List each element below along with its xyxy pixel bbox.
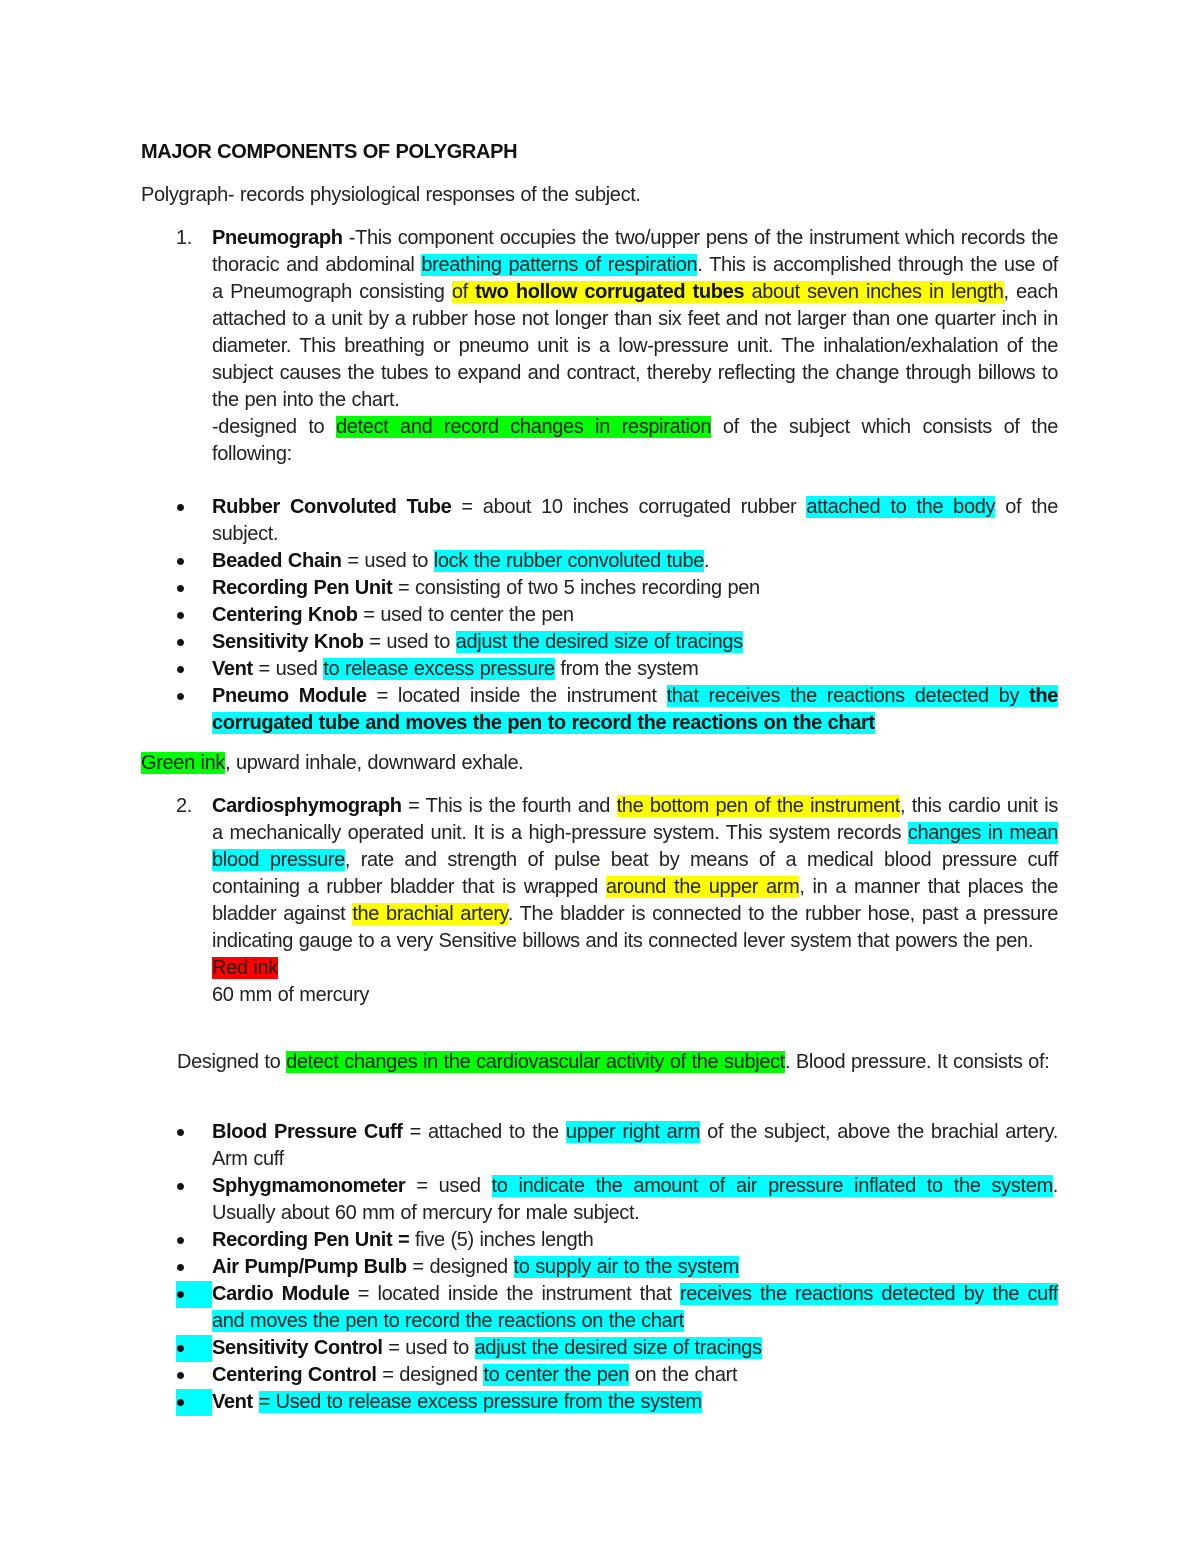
highlighted-text: two hollow corrugated tubes: [475, 281, 745, 303]
bullet-item: [176, 1281, 1058, 1335]
bold-term: Sphygmamonometer: [212, 1175, 406, 1197]
text-segment: = about 10 inches corrugated rubber: [451, 496, 807, 518]
bullet-icon: [176, 656, 212, 683]
cardio-description: [212, 793, 1058, 955]
text-segment: . The bladder is connected to the rubber hose, past a pressure indicating gauge to a very Sensitive billows and its connected lever system that powers the pen.: [212, 903, 1059, 952]
highlighted-text: = Used to release excess pressure from the system: [258, 1391, 702, 1413]
text-segment: = located inside the instrument: [366, 685, 667, 707]
bold-term: Vent: [212, 1391, 253, 1413]
document-title: MAJOR COMPONENTS OF POLYGRAPH: [141, 141, 518, 163]
bullet-icon: [176, 629, 212, 656]
list-number: 2.: [176, 795, 192, 817]
text-segment: = attached to the: [402, 1121, 566, 1143]
text-segment: five (5) inches length: [409, 1229, 594, 1251]
cardio-designed: [177, 1049, 1058, 1076]
bullet-icon: [176, 494, 212, 521]
list-item-cardiosphymograph: [176, 793, 1059, 1009]
green-ink-note: [141, 750, 523, 777]
text-segment: = consisting of two 5 inches recording pen: [392, 577, 760, 599]
bullet-item: [176, 548, 1058, 575]
bullet-item: [176, 575, 1058, 602]
highlighted-text: upper right arm: [565, 1121, 701, 1143]
highlighted-text: breathing patterns of respiration: [421, 254, 698, 276]
bold-term: Cardiosphymograph: [212, 795, 402, 817]
list-number: 1.: [176, 227, 192, 249]
bold-term: Sensitivity Control: [212, 1337, 383, 1359]
highlighted-text: Green ink: [141, 752, 226, 774]
bullet-item: [176, 494, 1058, 548]
bold-term: Pneumo Module: [212, 685, 367, 707]
bullet-item: [176, 1119, 1058, 1173]
bold-term: Pneumograph: [212, 227, 343, 249]
bullet-icon: [176, 1119, 212, 1146]
text-segment: = used: [405, 1175, 492, 1197]
text-segment: of the subject, above the brachial artery. Arm cuff: [212, 1121, 1059, 1170]
text-segment: = used to: [382, 1337, 475, 1359]
highlighted-text: the brachial artery: [352, 903, 508, 925]
bullet-icon: [176, 1389, 212, 1416]
highlighted-text: the corrugated tube and moves the pen to record the reactions on the chart: [212, 685, 1059, 734]
bullet-item: [176, 629, 1058, 656]
text-segment: , in a manner that places the bladder against: [212, 876, 1058, 925]
bullet-icon: [176, 1254, 212, 1281]
text-segment: . Usually about 60 mm of mercury for male subject.: [212, 1175, 1058, 1224]
highlighted-text: to indicate the amount of air pressure inflated to the system: [491, 1175, 1053, 1197]
highlighted-text: to supply air to the system: [513, 1256, 739, 1278]
bullet-icon: [176, 548, 212, 575]
highlighted-text: attached to the body: [806, 496, 996, 518]
bullet-icon: [176, 1335, 212, 1362]
cardio-parts-list: [176, 1119, 1058, 1416]
list-item-pneumograph: [176, 225, 1058, 468]
text-segment: = used to: [341, 550, 434, 572]
bold-term: Recording Pen Unit =: [212, 1229, 410, 1251]
bullet-item: [176, 1362, 1058, 1389]
text-segment: -This component occupies the two/upper pens of the instrument which records the thoracic and abdominal: [212, 227, 1058, 276]
highlighted-text: that receives the reactions detected by: [666, 685, 1030, 707]
bullet-item: [176, 1173, 1058, 1227]
highlighted-text: adjust the desired size of tracings: [474, 1337, 762, 1359]
bold-term: Beaded Chain: [212, 550, 342, 572]
bullet-icon: [176, 1173, 212, 1200]
text-segment: Designed to: [177, 1051, 287, 1073]
highlighted-text: about seven inches in length: [744, 281, 1004, 303]
text-segment: . Blood pressure. It consists of:: [784, 1051, 1050, 1073]
highlighted-text: around the upper arm: [605, 876, 800, 898]
highlighted-text: to center the pen: [483, 1364, 630, 1386]
pneumograph-designed: [212, 414, 1058, 468]
highlighted-text: to release excess pressure: [323, 658, 555, 680]
text-segment: = used to center the pen: [357, 604, 574, 626]
text-segment: [253, 1391, 259, 1413]
text-segment: of the subject which consists of the following:: [212, 416, 1058, 465]
text-segment: = designed: [376, 1364, 484, 1386]
bullet-icon: [176, 1281, 212, 1308]
text-segment: = located inside the instrument that: [349, 1283, 680, 1305]
pneumograph-description: [212, 225, 1058, 414]
highlighted-text: adjust the desired size of tracings: [455, 631, 743, 653]
highlighted-text: detect changes in the cardiovascular activity of the subject: [286, 1051, 785, 1073]
bold-term: Rubber Convoluted Tube: [212, 496, 452, 518]
bullet-item: [176, 602, 1058, 629]
text-segment: from the system: [554, 658, 699, 680]
pneumograph-parts-list: [176, 494, 1058, 737]
bullet-icon: [176, 575, 212, 602]
text-segment: = This is the fourth and: [401, 795, 617, 817]
text-segment: -designed to: [212, 416, 336, 438]
bold-term: Centering Knob: [212, 604, 358, 626]
red-ink-note: [212, 955, 1058, 982]
text-segment: . This is accomplished through the use of a Pneumograph consisting: [212, 254, 1058, 303]
text-segment: , each attached to a unit by a rubber hose not longer than six feet and not larger than one quarter inch in diameter. This breathing or pneumo unit is a low-pressure unit. The inhalation/exhalation of the subject causes the tubes to expand and contract, thereby reflecting the change through billows to the pen into the chart.: [212, 281, 1058, 411]
bullet-item: [176, 1335, 1058, 1362]
text-segment: = used to: [363, 631, 456, 653]
bold-term: Centering Control: [212, 1364, 377, 1386]
highlighted-text: changes in mean blood pressure: [212, 822, 1058, 871]
text-segment: on the chart: [629, 1364, 738, 1386]
bullet-icon: [176, 602, 212, 629]
bold-term: Cardio Module: [212, 1283, 350, 1305]
mercury-note: [212, 982, 1058, 1009]
text-segment: = used: [252, 658, 324, 680]
bullet-icon: [176, 1362, 212, 1389]
bullet-item: [176, 1254, 1058, 1281]
intro-text: Polygraph- records physiological responses of the subject.: [141, 184, 641, 206]
bullet-icon: [176, 1227, 212, 1254]
bullet-item: [176, 683, 1058, 737]
highlighted-text: the bottom pen of the instrument: [616, 795, 900, 817]
text-segment: , this cardio unit is a mechanically operated unit. It is a high-pressure system. This system records: [212, 795, 1059, 844]
bold-term: Blood Pressure Cuff: [212, 1121, 403, 1143]
bullet-item: [176, 1227, 1058, 1254]
text-segment: of the subject.: [212, 496, 1058, 545]
text-segment: .: [704, 550, 710, 572]
highlighted-text: Red ink: [212, 957, 278, 979]
bold-term: Vent: [212, 658, 253, 680]
bullet-item: [176, 1389, 1058, 1416]
highlighted-text: lock the rubber convoluted tube: [433, 550, 705, 572]
text-segment: , upward inhale, downward exhale.: [225, 752, 524, 774]
bullet-icon: [176, 683, 212, 710]
highlighted-text: receives the reactions detected by the cuff and moves the pen to record the reactions on the chart: [212, 1283, 1058, 1332]
bullet-item: [176, 656, 1058, 683]
highlighted-text: of: [451, 281, 476, 303]
bold-term: Air Pump/Pump Bulb: [212, 1256, 407, 1278]
bold-term: Sensitivity Knob: [212, 631, 364, 653]
text-segment: 60 mm of mercury: [212, 984, 370, 1006]
text-segment: , rate and strength of pulse beat by means of a medical blood pressure cuff containing a rubber bladder that is wrapped: [212, 849, 1058, 898]
text-segment: = designed: [406, 1256, 514, 1278]
highlighted-text: detect and record changes in respiration: [336, 416, 712, 438]
bold-term: Recording Pen Unit: [212, 577, 393, 599]
